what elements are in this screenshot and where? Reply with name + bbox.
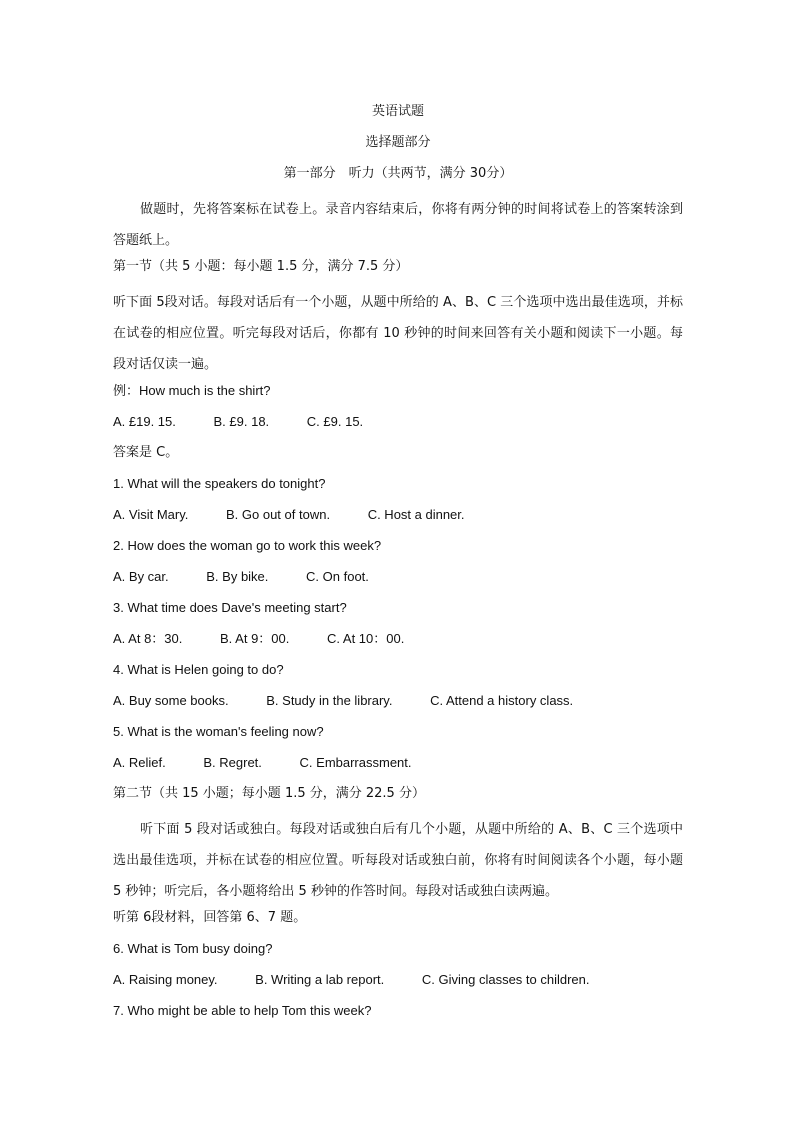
option-b: B. At 9：00. (220, 631, 290, 646)
option-a: A. Raising money. (113, 972, 218, 987)
question-2: 2. How does the woman go to work this week? (113, 538, 382, 553)
question-7: 7. Who might be able to help Tom this week? (113, 1003, 372, 1018)
question-4-options (113, 690, 683, 721)
example-options (113, 411, 683, 442)
option-c: C. £9. 15. (306, 414, 364, 429)
example-answer: 答案是 C。 (113, 445, 179, 460)
option-c: C. Embarrassment. (299, 755, 412, 770)
option-a: A. Relief. (113, 755, 166, 770)
option-b: B. Go out of town. (226, 507, 331, 522)
option-b: B. Writing a lab report. (255, 972, 385, 987)
material-note: 听第 6段材料，回答第 6、7 题。 (113, 910, 307, 925)
option-a: A. At 8：30. (113, 631, 183, 646)
option-c: C. Host a dinner. (367, 507, 465, 522)
section1-heading: 第一节（共 5 小题：每小题 1.5 分，满分 7.5 分） (113, 259, 409, 274)
example-question: 例：How much is the shirt? (113, 383, 271, 398)
question-5: 5. What is the woman's feeling now? (113, 724, 324, 739)
option-a: A. £19. 15. (113, 414, 176, 429)
part-heading: 第一部分 听力（共两节，满分 30分） (283, 166, 513, 181)
option-b: B. Regret. (203, 755, 262, 770)
option-b: B. Study in the library. (266, 693, 393, 708)
question-4: 4. What is Helen going to do? (113, 662, 284, 677)
question-2-options (113, 566, 683, 597)
question-6: 6. What is Tom busy doing? (113, 941, 273, 956)
question-1-options (113, 504, 683, 535)
question-5-options (113, 752, 683, 783)
exam-page (113, 101, 683, 1031)
section2-heading: 第二节（共 15 小题；每小题 1.5 分，满分 22.5 分） (113, 786, 425, 801)
option-c: C. Giving classes to children. (421, 972, 590, 987)
exam-subtitle: 选择题部分 (365, 135, 431, 150)
option-b: B. £9. 18. (213, 414, 270, 429)
question-3-options (113, 628, 683, 659)
section2-instructions: 听下面 5 段对话或独白。每段对话或独白后有几个小题，从题中所给的 A、B、C 三个选项中选出最佳选项，并标在试卷的相应位置。听每段对话或独白前，你将有时间阅读各个小题，每小题 5 秒钟；听完后，各小题将给出 5 秒钟的作答时间。每段对话或独白读两遍。 (113, 822, 683, 899)
question-6-options (113, 969, 683, 1000)
question-3: 3. What time does Dave's meeting start? (113, 600, 347, 615)
exam-title: 英语试题 (371, 104, 424, 119)
intro-paragraph: 做题时，先将答案标在试卷上。录音内容结束后，你将有两分钟的时间将试卷上的答案转涂到答题纸上。 (113, 202, 683, 248)
option-c: C. Attend a history class. (430, 693, 574, 708)
section1-instructions: 听下面 5段对话。每段对话后有一个小题，从题中所给的 A、B、C 三个选项中选出最佳选项，并标在试卷的相应位置。听完每段对话后，你都有 10 秒钟的时间来回答有关小题和阅读下一小题。每段对话仅读一遍。 (113, 295, 683, 372)
option-c: C. At 10：00. (327, 631, 405, 646)
option-a: A. Buy some books. (113, 693, 229, 708)
question-1: 1. What will the speakers do tonight? (113, 476, 326, 491)
option-a: A. Visit Mary. (113, 507, 189, 522)
option-b: B. By bike. (206, 569, 269, 584)
option-a: A. By car. (113, 569, 169, 584)
option-c: C. On foot. (306, 569, 369, 584)
